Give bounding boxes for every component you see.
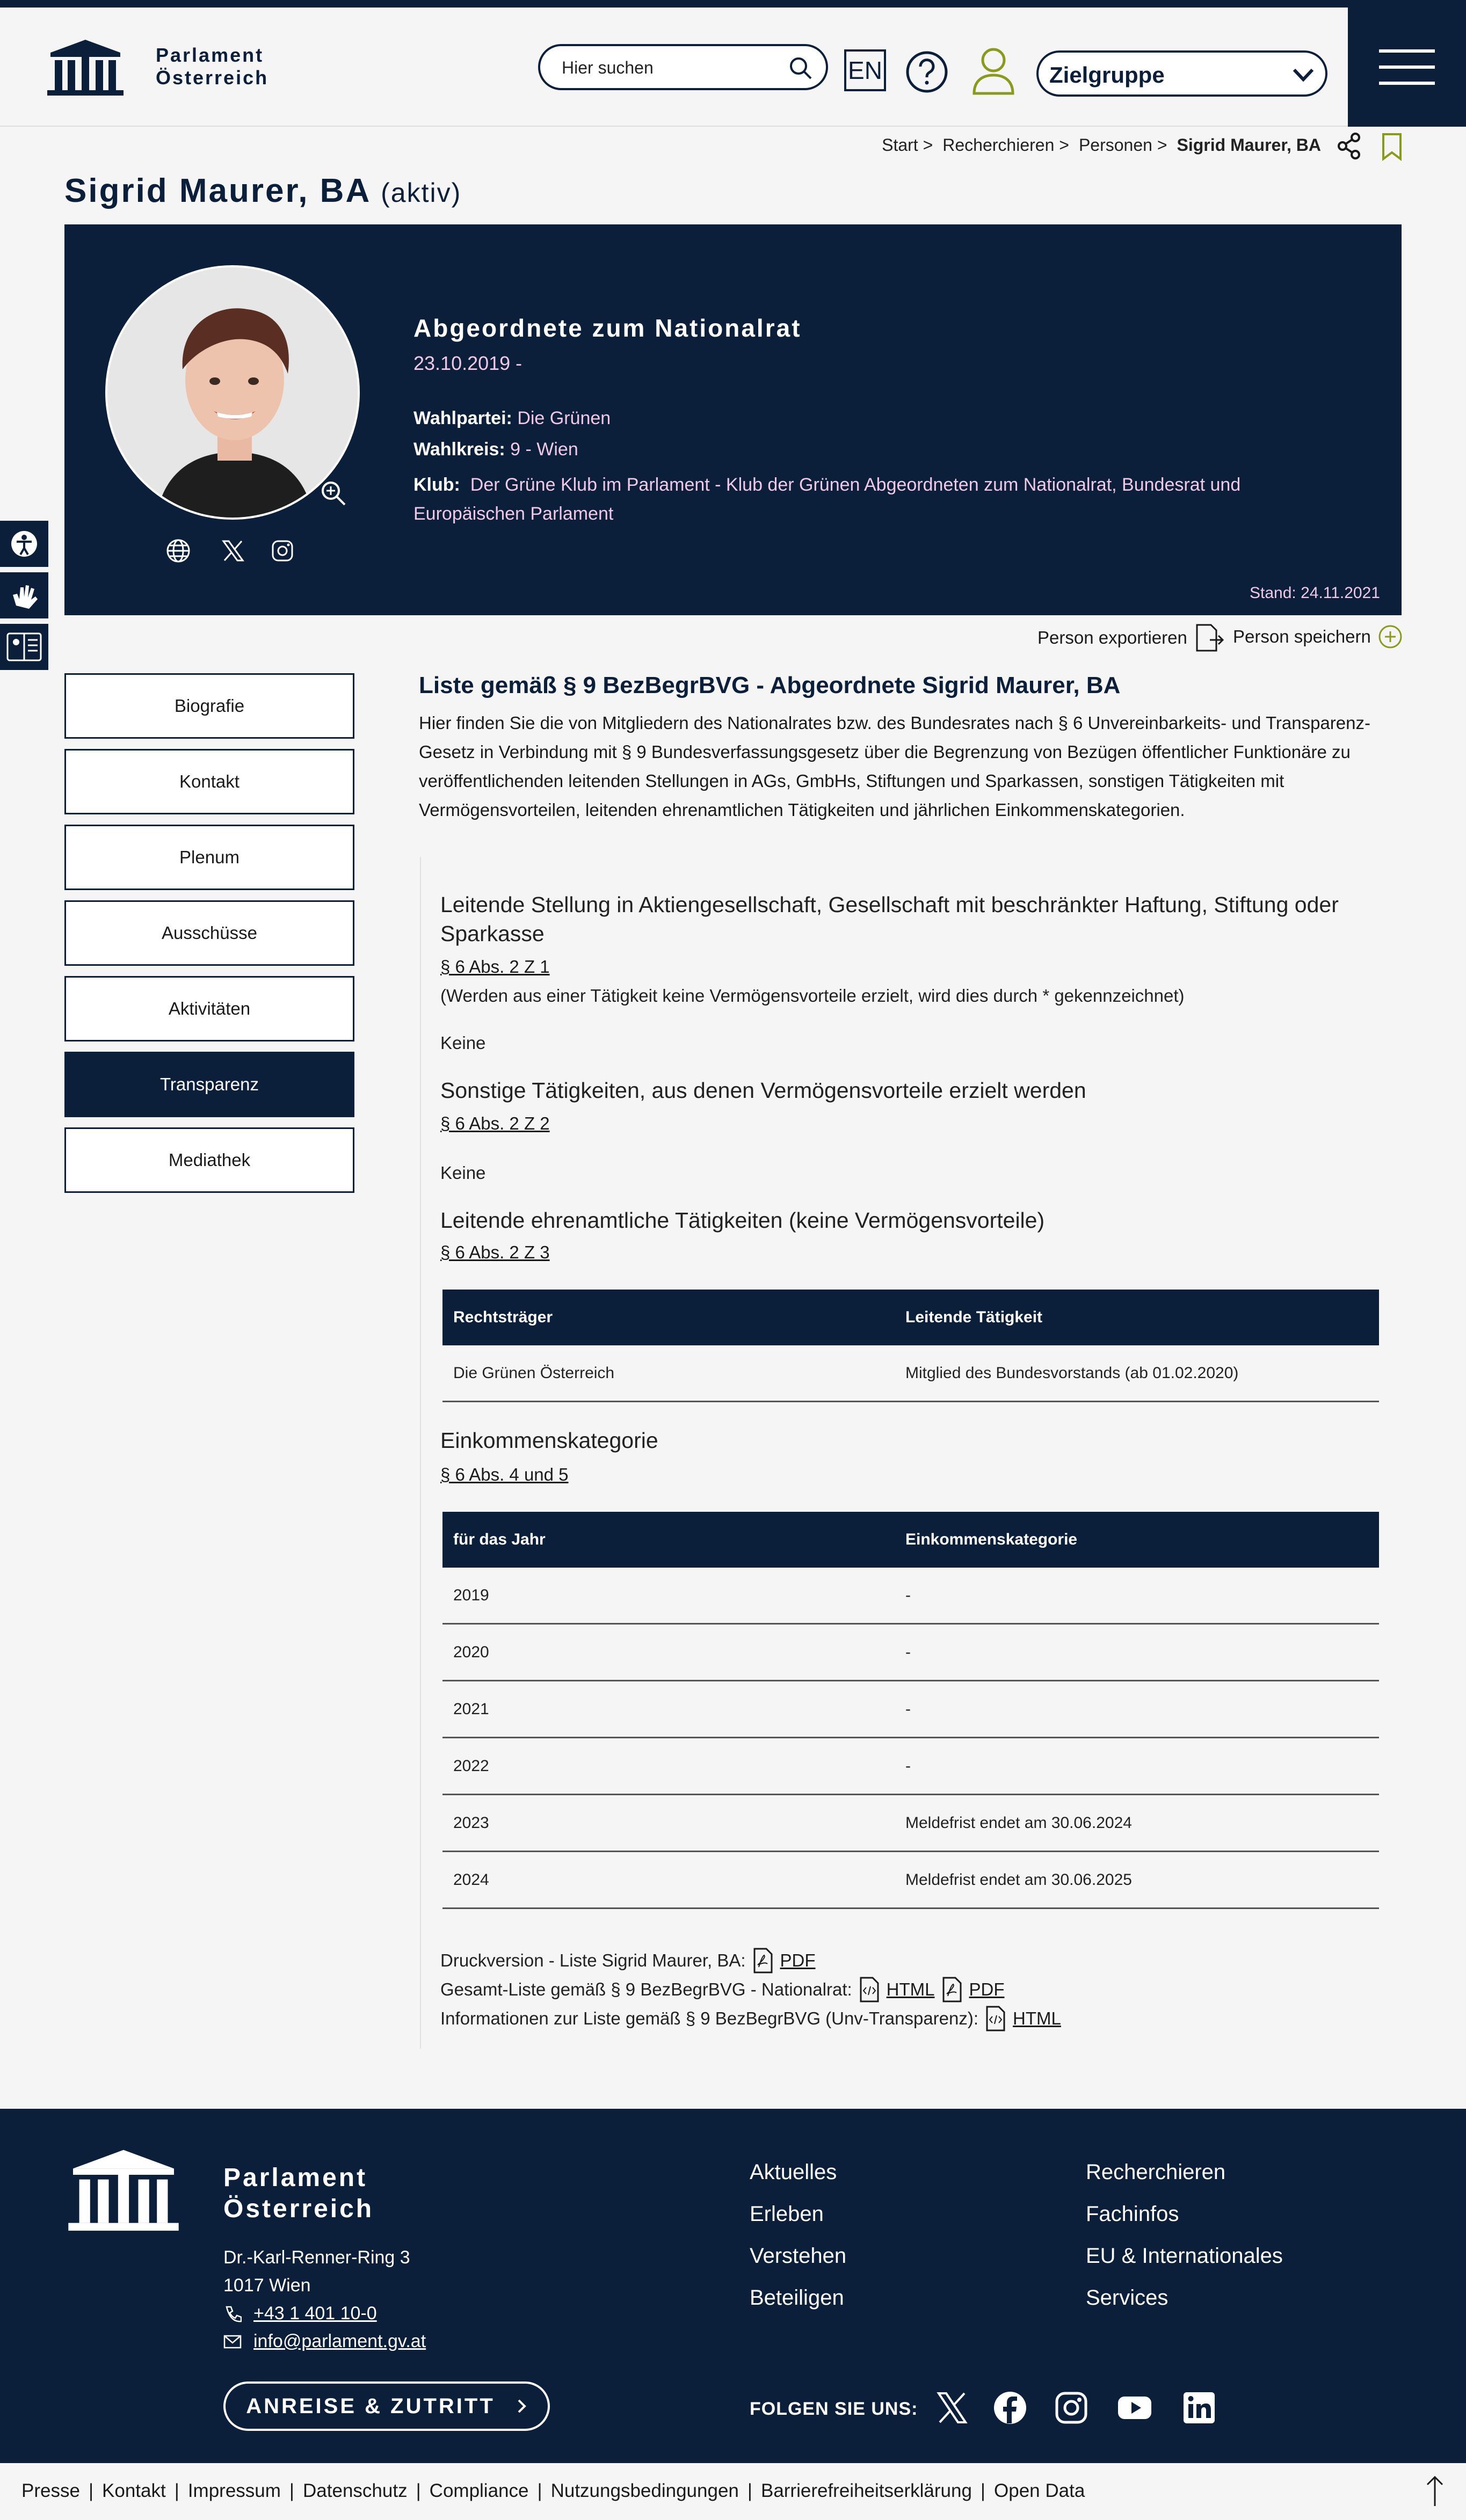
club-value-l1[interactable]: Der Grüne Klub im Parlament - Klub der Grünen Abgeordneten zum Nationalrat, Bundesrat und: [470, 475, 1241, 495]
chevron-down-icon: [1291, 64, 1316, 86]
user-icon[interactable]: [971, 46, 1016, 96]
section1-note: (Werden aus einer Tätigkeit keine Vermögensvorteile erzielt, wird dies durch * gekennzeichnet): [440, 986, 1185, 1006]
legal-link-impressum[interactable]: Impressum: [187, 2480, 281, 2501]
menu-icon-bar: [1379, 49, 1435, 53]
download-full-label: Gesamt-Liste gemäß § 9 BezBegrBVG - Nationalrat:: [440, 1979, 852, 1999]
transparency-intro: Hier finden Sie die von Mitgliedern des Nationalrates bzw. des Bundesrates nach § 6 Unvereinbarkeits- und Transparenz-Gesetz in Verbindung mit § 9 Bundesverfassungsgesetz über die Begrenzung von Bezügen öffentlicher Funktionäre zu veröffentlichenden leitenden Stellungen in AGs, GmbHs, Stiftungen und Sparkassen, sonstigen Tätigkeiten mit Vermögensvorteilen, leitenden ehrenamtlichen Tätigkeiten und jährlichen Einkommenskategorien.: [419, 713, 1370, 820]
breadcrumb-personen[interactable]: Personen >: [1078, 135, 1167, 155]
x-twitter-icon[interactable]: [220, 538, 246, 564]
footer-link-services[interactable]: Services: [1086, 2286, 1169, 2310]
cell-taetigkeit: Mitglied des Bundesvorstands (ab 01.02.2020): [905, 1364, 1239, 1382]
cell-category: -: [905, 1586, 911, 1604]
add-circle-icon: [1377, 624, 1403, 650]
pdf-icon: [941, 1977, 963, 2002]
export-label: Person exportieren: [1037, 628, 1187, 647]
header-rechtstraeger: Rechtsträger: [453, 1308, 553, 1326]
stand-date: Stand: 24.11.2021: [1250, 584, 1380, 602]
footer-name-l2: Österreich: [223, 2195, 374, 2223]
site-header: [0, 8, 1466, 127]
section1-law-link[interactable]: [440, 957, 550, 977]
menu-icon-bar: [1379, 65, 1435, 69]
logo-line2: Österreich: [156, 67, 269, 89]
legal-separator: |: [747, 2480, 752, 2501]
legal-link-barrierefreiheit[interactable]: Barrierefreiheitserklärung: [760, 2480, 972, 2501]
cell-year: 2023: [453, 1813, 489, 1832]
download-info-label: Informationen zur Liste gemäß § 9 BezBegrBVG (Unv-Transparenz):: [440, 2008, 979, 2028]
sidenav-ausschuesse[interactable]: Ausschüsse: [64, 900, 354, 966]
language-switch[interactable]: EN: [844, 49, 886, 91]
menu-button[interactable]: [1348, 8, 1466, 127]
target-group-label: Zielgruppe: [1049, 62, 1165, 88]
search-input[interactable]: [562, 56, 776, 79]
section1-title-l2: Sparkasse: [440, 921, 545, 946]
section1-link-text[interactable]: § 6 Abs. 2 Z 1: [440, 957, 550, 977]
pdf-icon: [752, 1948, 774, 1973]
club-value-l2[interactable]: Europäischen Parlament: [413, 504, 614, 524]
footer-city: 1017 Wien: [223, 2275, 311, 2296]
section3-law-link[interactable]: [440, 1242, 550, 1263]
facebook-icon[interactable]: [992, 2390, 1028, 2426]
section4-law-link[interactable]: [440, 1465, 569, 1485]
section2-link-text[interactable]: § 6 Abs. 2 Z 2: [440, 1113, 550, 1133]
footer-link-verstehen[interactable]: Verstehen: [750, 2244, 847, 2268]
breadcrumb-recherchieren[interactable]: Recherchieren >: [942, 135, 1069, 155]
person-role: Abgeordnete zum Nationalrat: [413, 314, 802, 342]
legal-separator: |: [980, 2480, 986, 2501]
footer-email[interactable]: [223, 2331, 426, 2352]
sidenav-biografie[interactable]: Biografie: [64, 673, 354, 739]
section4-link-text[interactable]: § 6 Abs. 4 und 5: [440, 1465, 569, 1484]
table-header: [442, 1512, 1379, 1568]
cell-category: -: [905, 1700, 911, 1718]
html-link[interactable]: HTML: [1013, 2008, 1061, 2028]
sign-language-tool[interactable]: [0, 572, 48, 618]
linkedin-icon[interactable]: [1181, 2390, 1217, 2426]
accessibility-tool[interactable]: [0, 521, 48, 567]
page-title: [64, 172, 461, 210]
top-strip: [0, 0, 1466, 8]
cell-category: -: [905, 1643, 911, 1661]
legal-separator: |: [537, 2480, 542, 2501]
table-row: [442, 1345, 1379, 1402]
party-value[interactable]: Die Grünen: [517, 408, 611, 428]
pdf-link[interactable]: PDF: [780, 1950, 816, 1970]
cell-year: 2022: [453, 1757, 489, 1775]
accessibility-icon: [0, 521, 48, 567]
cell-year: 2021: [453, 1700, 489, 1718]
person-name: Sigrid Maurer, BA: [64, 172, 370, 209]
phone-link[interactable]: +43 1 401 10-0: [253, 2303, 377, 2324]
download-print-version: [440, 1948, 816, 1973]
legal-separator: |: [174, 2480, 179, 2501]
instagram-icon[interactable]: [270, 538, 295, 564]
cell-year: 2019: [453, 1586, 489, 1604]
download-print-label: Druckversion - Liste Sigrid Maurer, BA:: [440, 1950, 746, 1970]
footer-phone[interactable]: [223, 2303, 377, 2324]
breadcrumb-start[interactable]: Start >: [882, 135, 933, 155]
site-footer: [0, 2109, 1466, 2463]
header-einkommenskategorie: Einkommenskategorie: [905, 1531, 1078, 1548]
legal-bar: [0, 2463, 1466, 2520]
header-leitende-taetigkeit: Leitende Tätigkeit: [905, 1308, 1043, 1326]
section1-title-l1: Leitende Stellung in Aktiengesellschaft, Gesellschaft mit beschränkter Haftung, Stiftung oder: [440, 892, 1339, 917]
income-category-table: [442, 1512, 1379, 1909]
club-line: [413, 470, 1240, 528]
section1-value: Keine: [440, 1033, 486, 1053]
footer-link-aktuelles[interactable]: Aktuelles: [750, 2160, 837, 2184]
footer-link-eu-internationales[interactable]: EU & Internationales: [1086, 2244, 1283, 2268]
footer-link-recherchieren[interactable]: Recherchieren: [1086, 2160, 1226, 2184]
legal-link-nutzungsbedingungen[interactable]: Nutzungsbedingungen: [550, 2480, 739, 2501]
legal-link-compliance[interactable]: Compliance: [429, 2480, 529, 2501]
bookmark-icon[interactable]: [1380, 132, 1404, 161]
cell-rechtstraeger: Die Grünen Österreich: [453, 1364, 615, 1382]
table-row: [442, 1795, 1379, 1852]
section3-link-text[interactable]: § 6 Abs. 2 Z 3: [440, 1242, 550, 1262]
share-icon[interactable]: [1336, 132, 1362, 160]
file-export-icon: [1194, 624, 1226, 652]
party-line: [413, 404, 611, 433]
email-link[interactable]: info@parlament.gv.at: [253, 2331, 426, 2351]
section2-value: Keine: [440, 1163, 486, 1183]
phone-icon: [223, 2305, 242, 2323]
table-header: [442, 1290, 1379, 1345]
header-jahr: für das Jahr: [453, 1531, 546, 1548]
easy-language-tool[interactable]: [0, 624, 48, 670]
table-row: [442, 1738, 1379, 1795]
download-info: [440, 2006, 1061, 2031]
honorary-activities-table: [442, 1290, 1379, 1402]
cell-year: 2024: [453, 1870, 489, 1889]
section3-title: Leitende ehrenamtliche Tätigkeiten (keine Vermögensvorteile): [440, 1208, 1045, 1233]
sidenav-plenum[interactable]: Plenum: [64, 825, 354, 890]
logo-line1: Parlament: [156, 44, 264, 66]
save-person-button[interactable]: [1233, 624, 1403, 650]
mail-icon: [223, 2334, 242, 2349]
section2-law-link[interactable]: [440, 1113, 550, 1134]
anreise-button[interactable]: [223, 2381, 550, 2431]
html-file-icon: [859, 1977, 880, 2002]
section2-title: Sonstige Tätigkeiten, aus denen Vermögensvorteile erzielt werden: [440, 1078, 1086, 1103]
footer-link-erleben[interactable]: Erleben: [750, 2202, 824, 2226]
breadcrumb-current: Sigrid Maurer, BA: [1177, 135, 1321, 155]
district-label: Wahlkreis:: [413, 439, 505, 460]
section-leitende-stellung-title: [440, 890, 1385, 948]
help-icon[interactable]: [905, 50, 948, 93]
sign-language-icon: [0, 572, 48, 618]
parliament-logo-icon[interactable]: [64, 2145, 183, 2232]
party-label: Wahlpartei:: [413, 408, 512, 428]
cell-category: -: [905, 1757, 911, 1775]
chevron-right-icon: [517, 2398, 527, 2414]
club-label: Klub:: [413, 475, 460, 495]
target-group-select[interactable]: [1036, 50, 1327, 97]
search-box: [538, 44, 828, 90]
instagram-icon[interactable]: [1054, 2390, 1089, 2426]
person-status: (aktiv): [381, 178, 462, 208]
sidenav-aktivitaeten[interactable]: Aktivitäten: [64, 976, 354, 1041]
cell-category: Meldefrist endet am 30.06.2024: [905, 1813, 1132, 1832]
anreise-label: ANREISE & ZUTRITT: [246, 2394, 495, 2418]
website-icon[interactable]: [165, 538, 191, 564]
person-since: 23.10.2019 -: [413, 352, 522, 374]
easy-language-icon: [0, 624, 48, 670]
site-logo[interactable]: [45, 37, 268, 97]
save-label: Person speichern: [1233, 627, 1371, 646]
sidenav-transparenz[interactable]: Transparenz: [64, 1052, 354, 1117]
html-file-icon: [985, 2006, 1006, 2031]
table-row: [442, 1852, 1379, 1909]
cell-category: Meldefrist endet am 30.06.2025: [905, 1870, 1132, 1889]
footer-street: Dr.-Karl-Renner-Ring 3: [223, 2247, 410, 2268]
search-icon[interactable]: [787, 55, 814, 82]
district-value: 9 - Wien: [510, 439, 578, 460]
legal-separator: |: [289, 2480, 295, 2501]
table-row: [442, 1625, 1379, 1681]
sidenav-kontakt[interactable]: Kontakt: [64, 749, 354, 814]
sidenav-mediathek[interactable]: Mediathek: [64, 1127, 354, 1193]
legal-separator: |: [88, 2480, 94, 2501]
export-person-button[interactable]: [1037, 624, 1226, 652]
table-row: [442, 1681, 1379, 1738]
x-twitter-icon[interactable]: [934, 2390, 970, 2426]
zoom-in-icon[interactable]: [319, 479, 348, 508]
breadcrumb: [882, 135, 1321, 155]
table-row: [442, 1568, 1379, 1625]
transparency-heading: Liste gemäß § 9 BezBegrBVG - Abgeordnete Sigrid Maurer, BA: [419, 672, 1121, 698]
follow-label: FOLGEN SIE UNS:: [750, 2399, 918, 2419]
section4-title: Einkommenskategorie: [440, 1428, 658, 1453]
legal-link-kontakt[interactable]: Kontakt: [102, 2480, 166, 2501]
menu-icon-bar: [1379, 82, 1435, 85]
youtube-icon[interactable]: [1117, 2390, 1152, 2426]
person-hero: [64, 224, 1402, 615]
district-line: [413, 435, 578, 464]
footer-name-l1: Parlament: [223, 2164, 368, 2192]
arrow-up-icon[interactable]: [1422, 2474, 1448, 2508]
legal-link-open-data[interactable]: Open Data: [994, 2480, 1085, 2501]
download-full-list: [440, 1977, 1005, 2002]
parliament-logo-icon: [45, 37, 126, 97]
pdf-link[interactable]: PDF: [969, 1979, 1005, 1999]
legal-links: [21, 2480, 1085, 2502]
footer-link-beteiligen[interactable]: Beteiligen: [750, 2286, 844, 2310]
footer-name: [223, 2162, 374, 2225]
legal-link-datenschutz[interactable]: Datenschutz: [303, 2480, 408, 2501]
legal-link-presse[interactable]: Presse: [21, 2480, 80, 2501]
cell-year: 2020: [453, 1643, 489, 1661]
html-link[interactable]: HTML: [886, 1979, 935, 1999]
legal-separator: |: [416, 2480, 421, 2501]
footer-link-fachinfos[interactable]: Fachinfos: [1086, 2202, 1179, 2226]
